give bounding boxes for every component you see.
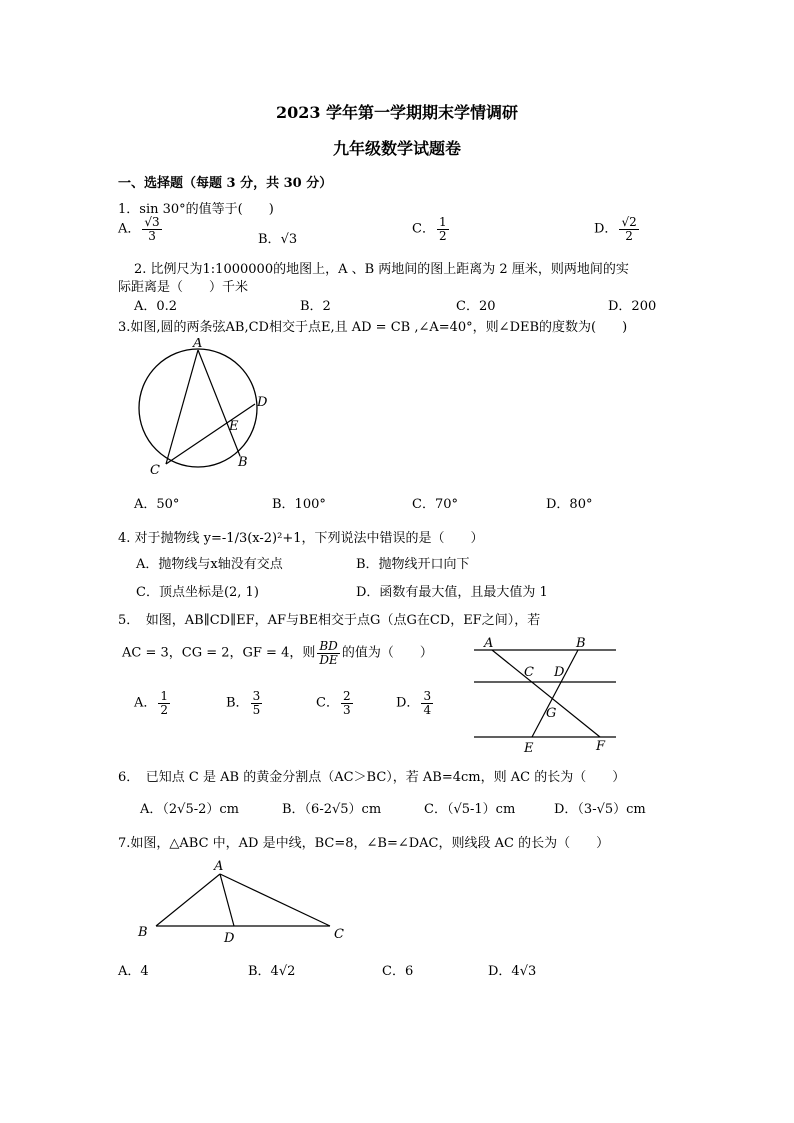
exam-title: 2023 学年第一学期期末学情调研: [275, 103, 519, 122]
q7-option-b: B．4√2: [248, 964, 296, 979]
segment-ac: [220, 874, 330, 926]
chord-ab: [198, 350, 240, 456]
q1-option-a: A． $\frac{√3}{3}$: [118, 215, 160, 243]
label-e: E: [524, 741, 534, 754]
q4-stem: 4. 对于抛物线 y=-1/3(x-2)²+1，下列说法中错误的是（ ）: [118, 531, 484, 546]
label-f: F: [596, 739, 606, 754]
q1-option-b: B．√3: [258, 232, 298, 247]
q5-option-d: D． $\frac{3}{4}$: [396, 689, 432, 717]
label-a: A: [214, 859, 224, 874]
q5-stem: 5． 如图，AB∥CD∥EF，AF与BE相交于点G（点G在CD，EF之间），若: [118, 613, 541, 628]
q2-option-d: D．200: [608, 299, 657, 314]
label-a: A: [193, 338, 203, 351]
q6-option-c: C．（√5-1）cm: [424, 802, 516, 817]
q5-option-b: B． $\frac{3}{5}$: [226, 689, 261, 717]
section-heading: 一、选择题（每题 3 分，共 30 分）: [118, 176, 333, 191]
q7-option-a: A．4: [118, 964, 149, 979]
label-g: G: [546, 706, 557, 721]
q4-option-a: A．抛物线与x轴没有交点: [136, 557, 283, 572]
q3-option-c: C．70°: [412, 497, 458, 512]
segment-ab: [156, 874, 220, 926]
q3-circle-figure: [130, 338, 290, 478]
label-c: C: [334, 927, 344, 942]
label-d: D: [554, 665, 565, 680]
q2-option-c: C．20: [456, 299, 496, 314]
q6-option-d: D．（3-√5）cm: [554, 802, 646, 817]
q1-stem: 1．sin 30°的值等于( ): [118, 202, 274, 217]
q6-stem: 6． 已知点 C 是 AB 的黄金分割点（AC＞BC），若 AB=4cm，则 AC 的长为（ ）: [118, 770, 626, 785]
q2-option-b: B．2: [300, 299, 331, 314]
q5-condition: AC = 3，CG = 2，GF = 4，则 $\frac{BD}{DE}$ 的值为（ ）: [122, 639, 433, 667]
segment-be: [532, 650, 578, 737]
label-d: D: [257, 395, 268, 410]
q5-option-c: C． $\frac{2}{3}$: [316, 689, 351, 717]
label-d: D: [224, 931, 235, 946]
label-b: B: [138, 925, 148, 940]
label-a: A: [484, 636, 494, 651]
q2-option-a: A．0.2: [134, 299, 178, 314]
exam-subtitle: 九年级数学试题卷: [332, 139, 461, 158]
q7-option-c: C．6: [382, 964, 414, 979]
circle: [139, 349, 257, 467]
q6-option-b: B．（6-2√5）cm: [282, 802, 382, 817]
segment-af: [492, 650, 600, 737]
q5-parallel-figure: [470, 636, 620, 754]
q6-option-a: A．（2√5-2）cm: [140, 802, 239, 817]
segment-ad: [220, 874, 234, 926]
label-b: B: [576, 636, 586, 651]
chord-ac: [166, 350, 198, 464]
q5-option-a: A． $\frac{1}{2}$: [134, 689, 169, 717]
label-c: C: [524, 665, 534, 680]
q3-option-d: D．80°: [546, 497, 593, 512]
q1-option-c: C． $\frac{1}{2}$: [412, 215, 447, 243]
label-b: B: [238, 455, 248, 470]
label-c: C: [150, 463, 160, 478]
q3-option-b: B．100°: [272, 497, 326, 512]
q2-stem-line2: 际距离是（ ）千米: [118, 280, 249, 295]
label-e: E: [229, 419, 239, 434]
q3-stem: 3.如图,圆的两条弦AB,CD相交于点E,且 AD = CB ,∠A=40°，则∠DEB的度数为( ): [118, 320, 628, 335]
q7-option-d: D．4√3: [488, 964, 537, 979]
q7-stem: 7.如图，△ABC 中，AD 是中线，BC=8，∠B=∠DAC，则线段 AC 的长为（ ）: [118, 836, 610, 851]
q7-triangle-figure: [134, 856, 354, 948]
q4-option-b: B．抛物线开口向下: [356, 557, 470, 572]
q3-option-a: A．50°: [134, 497, 180, 512]
q4-option-d: D．函数有最大值，且最大值为 1: [356, 585, 548, 600]
q1-option-d: D． $\frac{√2}{2}$: [594, 215, 637, 243]
q2-stem-line1: 2. 比例尺为1:1000000的地图上，A 、B 两地间的图上距离为 2 厘米，则两地间的实: [134, 262, 629, 277]
q4-option-c: C．顶点坐标是(2, 1): [136, 585, 259, 600]
